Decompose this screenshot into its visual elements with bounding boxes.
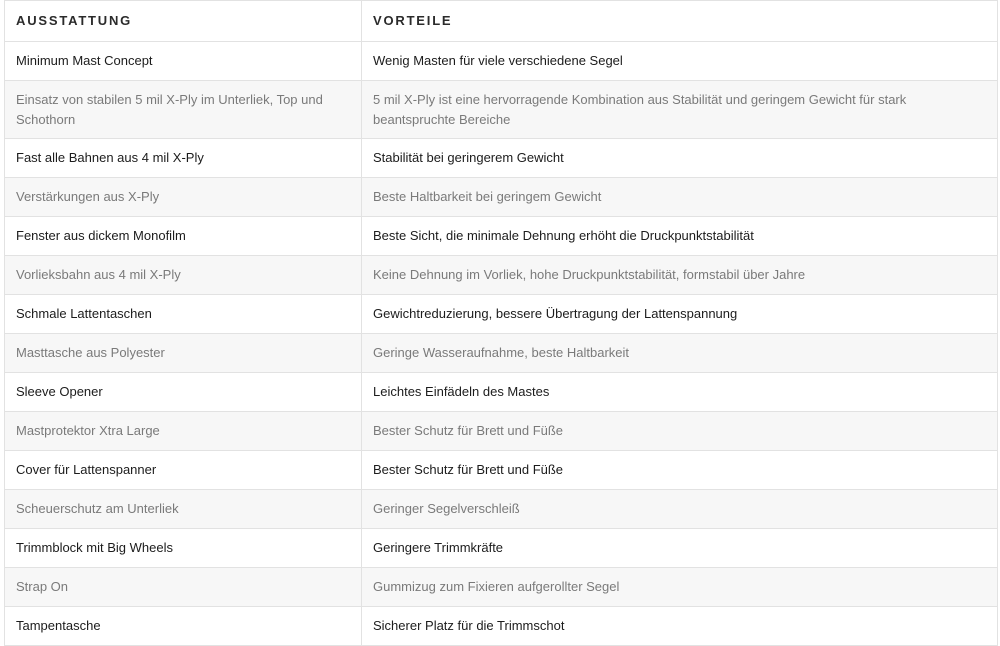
table-row xyxy=(5,451,998,490)
table-row xyxy=(5,490,998,529)
feature-cell: Cover für Lattenspanner xyxy=(5,451,362,490)
feature-cell: Verstärkungen aus X-Ply xyxy=(5,178,362,217)
table-row xyxy=(5,256,998,295)
benefit-cell: Bester Schutz für Brett und Füße xyxy=(362,412,998,451)
feature-cell: Strap On xyxy=(5,568,362,607)
benefit-cell: Stabilität bei geringerem Gewicht xyxy=(362,139,998,178)
table-row xyxy=(5,178,998,217)
benefit-cell: Beste Haltbarkeit bei geringem Gewicht xyxy=(362,178,998,217)
benefit-cell: Sicherer Platz für die Trimmschot xyxy=(362,607,998,646)
benefit-cell: Geringere Trimmkräfte xyxy=(362,529,998,568)
benefit-cell: Gummizug zum Fixieren aufgerollter Segel xyxy=(362,568,998,607)
feature-cell: Trimmblock mit Big Wheels xyxy=(5,529,362,568)
table-row xyxy=(5,607,998,646)
benefit-cell: Leichtes Einfädeln des Mastes xyxy=(362,373,998,412)
feature-table xyxy=(4,0,998,646)
feature-cell: Scheuerschutz am Unterliek xyxy=(5,490,362,529)
header-ausstattung: AUSSTATTUNG xyxy=(5,1,362,42)
header-vorteile: VORTEILE xyxy=(362,1,998,42)
table-row xyxy=(5,568,998,607)
feature-cell: Fenster aus dickem Monofilm xyxy=(5,217,362,256)
benefit-cell: Wenig Masten für viele verschiedene Segel xyxy=(362,42,998,81)
feature-cell: Schmale Lattentaschen xyxy=(5,295,362,334)
feature-cell: Minimum Mast Concept xyxy=(5,42,362,81)
table-header-row xyxy=(5,1,998,42)
benefit-cell: Geringer Segelverschleiß xyxy=(362,490,998,529)
table-row xyxy=(5,217,998,256)
feature-cell: Sleeve Opener xyxy=(5,373,362,412)
feature-cell: Fast alle Bahnen aus 4 mil X-Ply xyxy=(5,139,362,178)
feature-cell: Mastprotektor Xtra Large xyxy=(5,412,362,451)
benefit-cell: Geringe Wasseraufnahme, beste Haltbarkeit xyxy=(362,334,998,373)
table-row xyxy=(5,81,998,139)
table-row xyxy=(5,373,998,412)
benefit-cell: Gewichtreduzierung, bessere Übertragung der Lattenspannung xyxy=(362,295,998,334)
feature-cell: Masttasche aus Polyester xyxy=(5,334,362,373)
table-row xyxy=(5,412,998,451)
table-row xyxy=(5,295,998,334)
benefit-cell: Beste Sicht, die minimale Dehnung erhöht die Druckpunktstabilität xyxy=(362,217,998,256)
benefit-cell: 5 mil X-Ply ist eine hervorragende Kombination aus Stabilität und geringem Gewicht für stark beantspruchte Bereiche xyxy=(362,81,998,139)
feature-cell: Tampentasche xyxy=(5,607,362,646)
table-row xyxy=(5,334,998,373)
feature-cell: Vorlieksbahn aus 4 mil X-Ply xyxy=(5,256,362,295)
table-row xyxy=(5,139,998,178)
table-row xyxy=(5,529,998,568)
benefit-cell: Keine Dehnung im Vorliek, hohe Druckpunktstabilität, formstabil über Jahre xyxy=(362,256,998,295)
feature-cell: Einsatz von stabilen 5 mil X-Ply im Unterliek, Top und Schothorn xyxy=(5,81,362,139)
benefit-cell: Bester Schutz für Brett und Füße xyxy=(362,451,998,490)
table-row xyxy=(5,42,998,81)
